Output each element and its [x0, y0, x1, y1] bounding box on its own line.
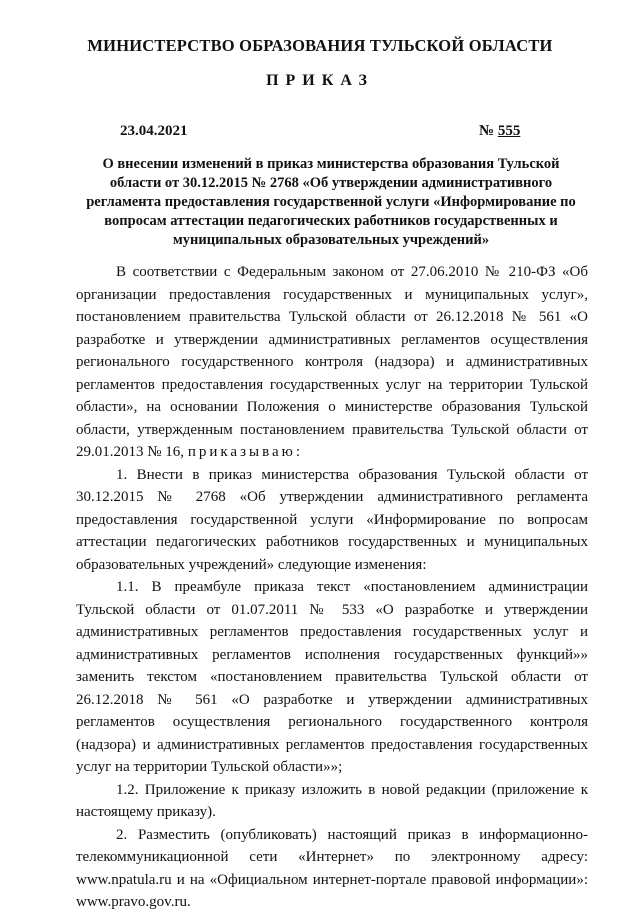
- order-date: 23.04.2021: [120, 123, 188, 139]
- order-body: [76, 261, 588, 914]
- clause-1: 1. Внести в приказ министерства образования Тульской области от 30.12.2015 № 2768 «Об утверждении административного регламента предоставления государственной услуги «Информирование по вопросам аттестации педагогических работников государственных и муниципальных образовательных учреждений» следующие изменения:: [76, 466, 588, 573]
- preamble-paragraph: [76, 261, 588, 464]
- clause-1-2: 1.2. Приложение к приказу изложить в новой редакции (приложение к настоящему приказу).: [76, 781, 588, 820]
- orders-word: приказываю:: [187, 444, 304, 460]
- preamble-text: В соответствии с Федеральным законом от 27.06.2010 № 210-ФЗ «Об организации предоставления государственных и муниципальных услуг», постановлением правительства Тульской области от 26.12.2018 № 561 «О разработке и утверждении административных регламентов осуществления регионального государственного контроля (надзора) и административных регламентов предоставления государственных услуг на территории Тульской области», на основании Положения о министерстве образования Тульской области, утвержденным постановлением правительства Тульской области от 29.01.2013 № 16,: [76, 264, 588, 460]
- clause-1-1: 1.1. В преамбуле приказа текст «постановлением администрации Тульской области от 01.07.2011 № 533 «О разработке и утверждении административных регламентов предоставления государственных услуг и административных регламентов исполнения государственных функций»» заменить текстом «постановлением правительства Тульской области от 26.12.2018 № 561 «О разработке и утверждении административных регламентов осуществления регионального государственного контроля (надзора) и административных регламентов предоставления государственных услуг на территории Тульской области»»;: [76, 579, 588, 775]
- document-type: ПРИКАЗ: [266, 72, 374, 89]
- order-subject: О внесении изменений в приказ министерства образования Тульской области от 30.12.2015 № 2768 «Об утверждении административного регламента предоставления государственной услуги «Информирование по вопросам аттестации педагогических работников государственных и муниципальных образовательных учреждений»: [86, 156, 576, 248]
- order-number: [479, 123, 520, 140]
- ministry-name: МИНИСТЕРСТВО ОБРАЗОВАНИЯ ТУЛЬСКОЙ ОБЛАСТИ: [87, 36, 553, 55]
- number-sign: №: [479, 123, 495, 139]
- number-value: 555: [497, 123, 521, 139]
- clause-2: 2. Разместить (опубликовать) настоящий приказ в информационно-телекоммуникационной сети «Интернет» по электронному адресу: www.npatula.ru и на «Официальном интернет-портале правовой информации»: www.pravo.gov.ru.: [76, 826, 588, 910]
